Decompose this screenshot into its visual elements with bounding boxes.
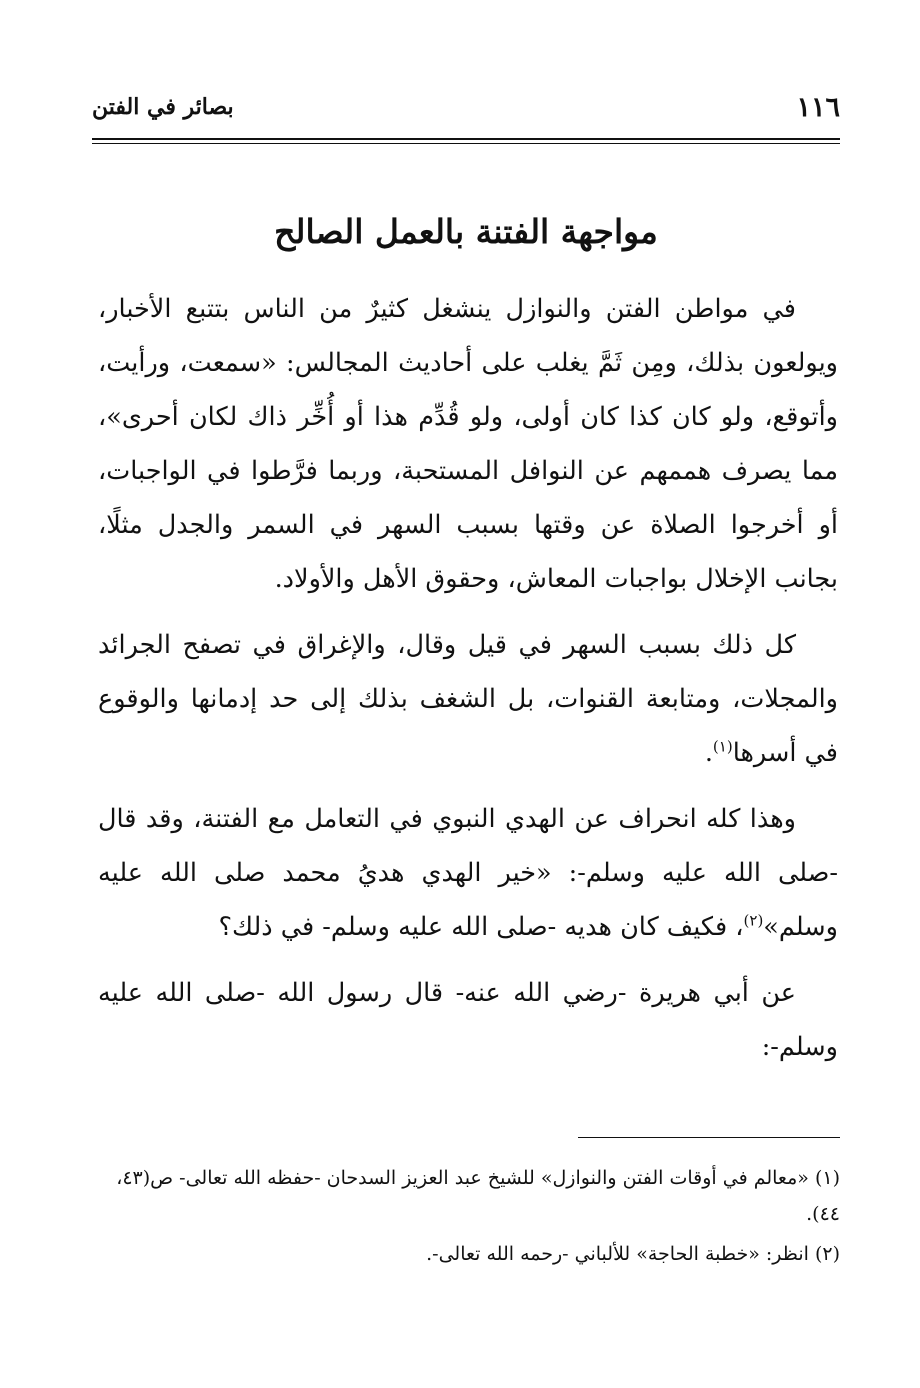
paragraph-text: في مواطن الفتن والنوازل ينشغل كثيرٌ من الناس بتتبع الأخبار، ويولعون بذلك، ومِن ثَمَّ يغلب على أحاديث المجالس: «سمعت، ورأيت، وأتوقع، ولو كان كذا كان أولى، ولو قُدِّم هذا أو أُخِّر ذاك لكان أحرى»، مما يصرف هممهم عن النوافل المستحبة، وربما فرَّطوا في الواجبات، أو أخرجوا الصلاة عن وقتها بسبب السهر في السمر والجدل مثلًا، بجانب الإخلال بواجبات المعاش، وحقوق الأهل والأولاد. — [98, 294, 838, 594]
running-header — [92, 92, 840, 132]
footnote: (٢) انظر: «خطبة الحاجة» للألباني -رحمه الله تعالى-. — [426, 1243, 840, 1265]
running-title: بصائر في الفتن — [92, 94, 234, 120]
footnote-reference[interactable]: (١) — [712, 737, 733, 756]
paragraph — [98, 618, 838, 780]
header-rule-thin — [92, 143, 840, 144]
body-text — [98, 282, 838, 1086]
page-number: ١١٦ — [796, 92, 840, 123]
paragraph — [98, 966, 838, 1074]
header-rule — [92, 138, 840, 140]
paragraph-text: عن أبي هريرة -رضي الله عنه- قال رسول الله -صلى الله عليه وسلم-: — [98, 978, 838, 1062]
paragraph-tail: . — [704, 738, 713, 768]
paragraph — [98, 282, 838, 606]
footnote: (١) «معالم في أوقات الفتن والنوازل» للشيخ عبد العزيز السدحان -حفظه الله تعالى- ص(٤٣، ٤٤). — [116, 1167, 840, 1225]
chapter-title: مواجهة الفتنة بالعمل الصالح — [274, 212, 658, 251]
paragraph — [98, 792, 838, 954]
paragraph-text: كل ذلك بسبب السهر في قيل وقال، والإغراق في تصفح الجرائد والمجلات، ومتابعة القنوات، بل الشغف بذلك إلى حد إدمانها والوقوع في أسرها — [98, 630, 838, 768]
paragraph-tail: ، فكيف كان هديه -صلى الله عليه وسلم- في ذلك؟ — [218, 912, 744, 942]
footnotes — [98, 1160, 840, 1276]
footnote-separator — [578, 1137, 840, 1138]
paragraph-text: وهذا كله انحراف عن الهدي النبوي في التعامل مع الفتنة، وقد قال -صلى الله عليه وسلم-: «خير الهدي هديُ محمد صلى الله عليه وسلم» — [98, 804, 838, 942]
footnote-reference[interactable]: (٢) — [743, 911, 764, 930]
